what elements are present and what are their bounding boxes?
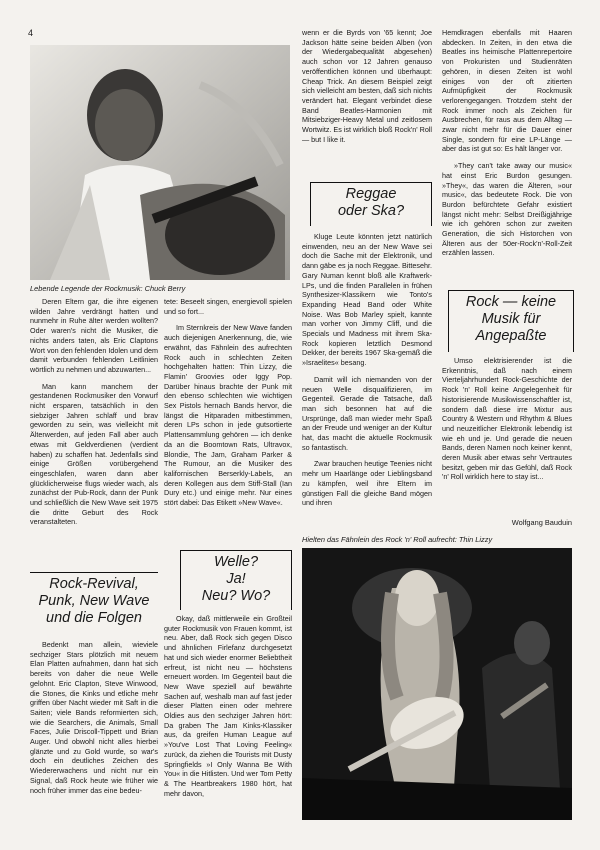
col2-top-p1: tete: Beseelt singen, energievoll spielen und so fort... — [164, 297, 292, 316]
col3-reggae-p1: Kluge Leute könnten jetzt natürlich einwenden, neu an der New Wave sei doch die Sache mit der Elektronik, und dann gäbe es ja noch Reggae. Bittesehr. Gary Numan kennt bloß alle Kraftwerk-LPs, und die finden Parallelen in frühen Synthesizer-Klassikern wie Tonto's Expanding Head Band oder White Noise. Was Bob Marley spielt, kannte man vorher von Jimmy Cliff, und die Specials und Madness mit ihrem Ska-Rock kopieren letztlich Desmond Dekker, der bereits 1967 Ska-gemäß die »Israelites« besang. — [302, 232, 432, 368]
photo2-caption: Hielten das Fähnlein des Rock 'n' Roll aufrecht: Thin Lizzy — [302, 535, 493, 544]
headline-welle-line2: Ja! — [226, 571, 246, 587]
col3-reggae-p3: Zwar brauchen heutige Teenies nicht mehr um Haarlänge oder Lieblingsband zu kämpfen, weil ihre Eltern im günstigen Fall die gleiche Band mögen und ihren — [302, 459, 432, 508]
headline-revival-line2: Punk, New Wave — [38, 593, 150, 609]
chuck-berry-photo — [30, 45, 290, 280]
column1-top — [30, 297, 158, 534]
column2-welle — [164, 614, 292, 805]
col1-top-p1: Deren Eltern gar, die ihre eigenen wilden Jahre verdrängt hatten und nunmehr in Ruhe älter werden wollten? Oder waren's nicht die Musiker, die nichts anders taten, als Eric Claptons Wort von den fehlenden Idolen und dem damit verbunden fehlenden Leitlinien wörtlich zu nehmen und abzuwarten... — [30, 297, 158, 374]
headline-revival-line1: Rock-Revival, — [49, 576, 139, 592]
headline-rock-line1: Rock — keine — [465, 294, 557, 310]
headline-welle — [180, 550, 292, 610]
headline-rock-line2: Musik für — [481, 311, 541, 327]
photo1-caption: Lebende Legende der Rockmusik: Chuck Berry — [30, 284, 186, 293]
col2-top-p2: Im Sternkreis der New Wave fanden auch diejenigen Anerkennung, die, wie erwähnt, das Fähnlein des aufrechten Rock auch in schlechten Zeiten hochgehalten hatten: Thin Lizzy, die Flamin' Groovies oder Iggy Pop. Darüber hinaus brachte der Punk mit den ebenso schlechten wie wichtigen Sex Pistols hernach Bands hervor, die längst die Hitparaden mitbestimmen, deren LPs schon in jede gutsortierte Plattensammlung gehören — ich denke da an die Boomtown Rats, Ultravox, Blondie, The Jam, Graham Parker & The Rumour, an die Musiker des kalifornischen Berserkly-Labels, an deren Kollegen aus dem Stiff-Stall (Ian Dury etc.) und einige mehr. Nur eines stört dabei: Das Etikett »New Wave«. — [164, 323, 292, 508]
headline-reggae-line2: oder Ska? — [337, 203, 405, 219]
thin-lizzy-photo — [302, 548, 572, 820]
page-number: 4 — [28, 28, 34, 38]
col4-rock-p1: Umso elektrisierender ist die Erkenntnis, daß nach einem Vierteljahrhundert Rock-Geschichte der Rock 'n' Roll keine Angelegenheit für historisierende Musikwissenschaftler ist, sondern daß diese irre Mixtur aus Country & Western und Rhythm & Blues und neuzeitlicher Elektronik lebendig ist wie eh und je. Und gerade die neuen Bands, deren Namen noch keiner kennt, deren Musik aber etwas sehr Vertrautes besitzt, geben mir das Gefühl, daß Rock 'n' Roll wirklich here to stay ist... — [442, 356, 572, 482]
col1-top-p2: Man kann manchem der gestandenen Rockmusiker den Vorwurf nicht ersparen, tatsächlich in den siebziger Jahren schlaff und brav geworden zu sein, was vielleicht mit Älterwerden, auf jeden Fall aber auch etwas mit Geldverdienen (verdient haben) zu schaffen hat. Jedenfalls sind einige Größen vorübergehend eingeschlafen, waren dann aber glücklicherweise flugs wieder wach, als zunächst der Pub-Rock, dann der Punk und schließlich die New Wave seit 1975 die dritte Geburt des Rock veranstalteten. — [30, 381, 158, 527]
column2-top — [164, 297, 292, 515]
col1-revival-p1: Bedenkt man allein, wieviele sechziger Stars plötzlich mit neuem Elan Platten aufnahmen, dann hat sich bereits von daher die neue Welle gelohnt. Eric Clapton, Steve Winwood, die Stones, die Kinks und etliche mehr griffen über Nacht wieder mit Saft in die Saiten; viele Bands reformierten sich, wie die Searchers, die Animals, Small Faces, Julie Driscoll-Tippett und Brian Auger. Und obwohl nicht alles hierbei glänzte und zu Gold wurde, so war's doch ein deutliches Zeichen des Wiedererwachens und nicht nur ein Signal, daß Rock heute wie früher wie noch früher immer das eine bedeu- — [30, 640, 158, 795]
headline-rock-revival — [30, 572, 158, 630]
headline-welle-line1: Welle? — [213, 554, 259, 570]
headline-welle-line3: Neu? Wo? — [201, 588, 271, 604]
col4-top-p1: Hemdkragen ebenfalls mit Haaren abdecken. In Zeiten, in den etwa die Beatles ins heimische Plattenrepertoire von Prokuristen und Studienräten gehören, in diesen Zeiten ist wohl einiges von der oft zitierten Aufmüpfigkeit der Rockmusik verlorengegangen. Trotzdem steht der Rock immer noch als Zeichen für Ausbrechen, für raus aus dem Alltag — zwar nicht mehr für die Dauer einer Single, sondern für eine LP-Länge — aber das ist gut so: Es hält länger vor. — [442, 28, 572, 154]
column4-rock — [442, 356, 572, 489]
column3-top — [302, 28, 432, 151]
column3-reggae — [302, 232, 432, 515]
col3-reggae-p2: Damit will ich niemanden von der neuen Welle disqualifizieren, im Gegenteil. Gerade die Tatsache, daß man sich besonnen hat auf die Ursprünge, daß man wieder mehr Spaß an der Freude und weniger an der Kultur hat, das macht die aktuelle Rockmusik so fantastisch. — [302, 374, 432, 452]
col4-top-p2: »They can't take away our music« hat einst Eric Burdon gesungen. »They«, das waren die Älteren, »our music«, das bedeutete Rock. Die von Burdon befürchtete Gefahr existiert längst nicht mehr: Selbst Dreißigjährige wie ich gehören schon zur zweiten Generation, die sich Historchen von Älteren aus der 50er-Rock'n'-Roll-Zeit erzählen lassen. — [442, 161, 572, 258]
headline-rock — [448, 290, 574, 352]
headline-reggae — [310, 182, 432, 226]
author: Wolfgang Bauduin — [511, 518, 572, 527]
col2-welle-p1: Okay, daß mittlerweile ein Großteil guter Rockmusik von Frauen kommt, ist neu. Aber, daß Rock sich gegen Disco und ähnlichen Firlefanz durchgesetzt hat und sich wieder enormer Beliebtheit erfreut, ist nicht neu — höchstens erneuert worden. Im Gegenteil baut die New Wave speziell auf bewährte Sachen auf, weshalb man auf fast jeder dieser Platten einen oder mehrere Oldies aus den sechziger Jahren hört: Da graben The Jam Kinks-Klassiker aus, da greifen Human League auf »You've Lost That Loving Feeling« zurück, da ziehen die Tourists mit Dusty Springfields »I Only Wanna Be With You« in die Hitlisten. Und wer Tom Petty & The Heartbreakers 1980 hört, hat mehr davon, — [164, 614, 292, 798]
headline-rock-line3: Angepaßte — [475, 328, 547, 344]
column1-revival — [30, 640, 158, 802]
headline-reggae-line1: Reggae — [345, 186, 397, 202]
column4-top — [442, 28, 572, 265]
headline-revival-line3: und die Folgen — [46, 610, 142, 626]
col3-top-p1: wenn er die Byrds von '65 kennt; Joe Jackson hätte seine beiden Alben (von der Wiedergabequalität abgesehen) auch schon vor 12 Jahren genauso veröffentlichen können und überhaupt: Cheap Trick. An diesem Beispiel zeigt sich vielleicht am besten, daß sich nichts verändert hat. Elegant verbindet diese Band Beatles-Harmonien mit Mitsiebziger-Heavy Metal und zeitlosem Wortwitz. Es ist wirklich bloß Rock'n' Roll — but I like it. — [302, 28, 433, 144]
